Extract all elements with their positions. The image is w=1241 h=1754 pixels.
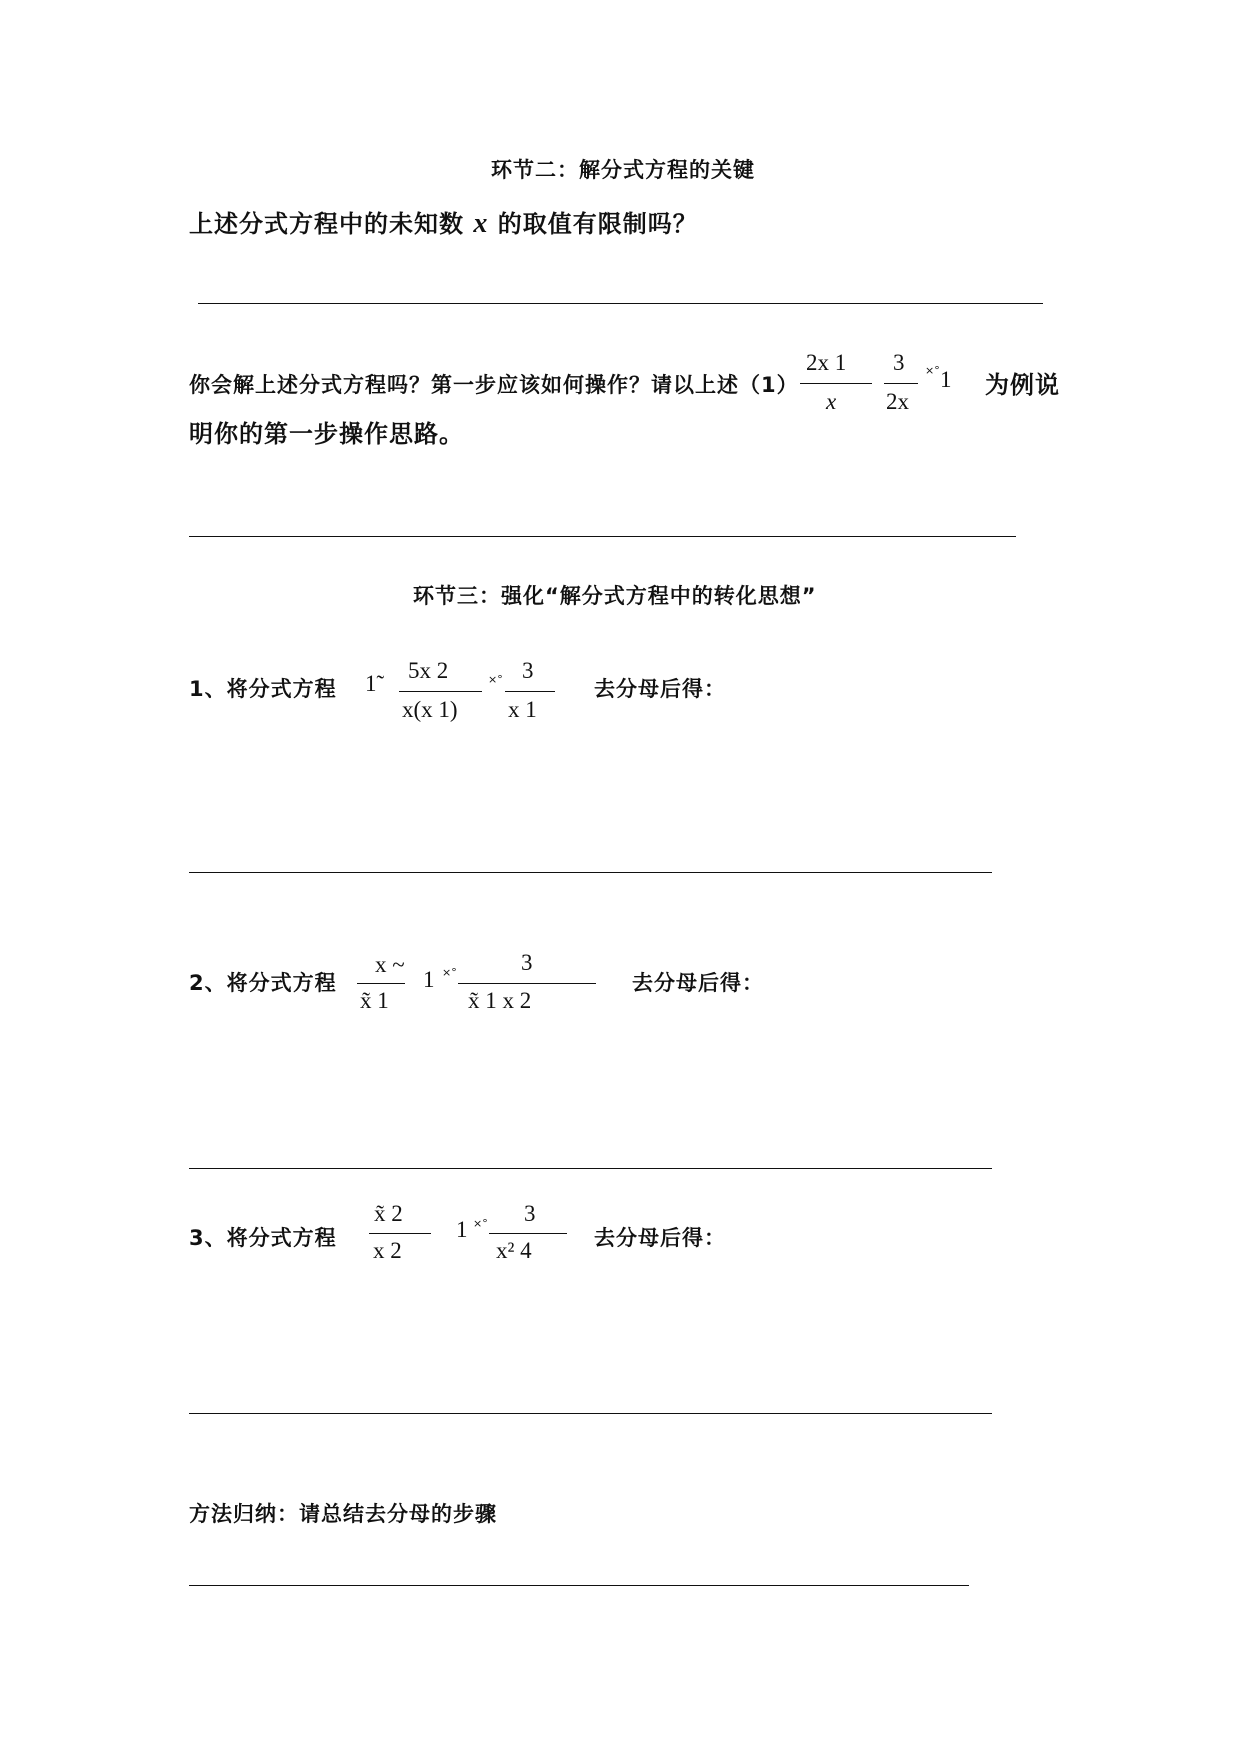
item1-fraction-bar-2 bbox=[505, 691, 555, 692]
question2-line1: 你会解上述分式方程吗？第一步应该如何操作？请以上述（1） bbox=[189, 373, 799, 397]
item1-equals-sign: ×° bbox=[488, 673, 503, 686]
answer-line-3[interactable] bbox=[189, 872, 992, 873]
eq1-numerator-1: 2x 1 bbox=[806, 350, 847, 375]
eq1-equals-sign: ×° bbox=[925, 364, 940, 377]
eq1-fraction-bar-1 bbox=[800, 383, 872, 384]
item3-label: 3、将分式方程 bbox=[189, 1226, 337, 1250]
item3-numerator-2: 3 bbox=[524, 1201, 536, 1226]
item1-fraction-bar-1 bbox=[399, 691, 482, 692]
question2-line2: 明你的第一步操作思路。 bbox=[189, 420, 464, 448]
item3-mid: 1 bbox=[456, 1217, 468, 1242]
item3-equals-sign: ×° bbox=[473, 1217, 488, 1230]
item1-suffix: 去分母后得： bbox=[594, 677, 726, 701]
item1-denominator-2: x 1 bbox=[508, 697, 537, 722]
item2-denominator-1: x̃ 1 bbox=[360, 988, 389, 1013]
eq1-denominator-1: x bbox=[826, 389, 837, 414]
item2-numerator-1: x ~ bbox=[375, 952, 405, 977]
section3-title: 环节三：强化“解分式方程中的转化思想” bbox=[413, 584, 817, 608]
item2-fraction-bar-1 bbox=[357, 983, 405, 984]
item1-numerator-2: 3 bbox=[522, 658, 534, 683]
item2-fraction-bar-2 bbox=[458, 983, 596, 984]
section2-title: 环节二：解分式方程的关键 bbox=[491, 158, 755, 182]
item1-numerator-1: 5x 2 bbox=[408, 658, 449, 683]
eq1-fraction-bar-2 bbox=[884, 383, 918, 384]
item1-lead: 1̃ bbox=[365, 671, 377, 696]
item2-equals-sign: ×° bbox=[442, 966, 457, 979]
answer-line-6[interactable] bbox=[189, 1585, 969, 1586]
item1-label: 1、将分式方程 bbox=[189, 677, 337, 701]
item2-suffix: 去分母后得： bbox=[632, 971, 764, 995]
question1-suffix: 的取值有限制吗？ bbox=[497, 210, 698, 238]
answer-line-4[interactable] bbox=[189, 1168, 992, 1169]
eq1-denominator-2: 2x bbox=[886, 389, 909, 414]
item3-fraction-bar-1 bbox=[369, 1233, 431, 1234]
answer-line-2[interactable] bbox=[189, 536, 1016, 537]
question1 bbox=[189, 204, 698, 240]
item2-label: 2、将分式方程 bbox=[189, 971, 337, 995]
item3-denominator-1: x 2 bbox=[373, 1238, 402, 1263]
item3-fraction-bar-2 bbox=[489, 1233, 567, 1234]
item2-numerator-2: 3 bbox=[521, 950, 533, 975]
eq1-rhs: 1 bbox=[940, 367, 952, 392]
eq1-numerator-2: 3 bbox=[893, 350, 905, 375]
item3-numerator-1: x̃ 2 bbox=[374, 1201, 403, 1226]
question2-line1-suffix: 为例说 bbox=[985, 371, 1060, 399]
item3-denominator-2: x² 4 bbox=[496, 1238, 532, 1263]
item1-denominator-1: x(x 1) bbox=[402, 697, 458, 722]
variable-x: x bbox=[473, 208, 489, 239]
item3-suffix: 去分母后得： bbox=[594, 1226, 726, 1250]
answer-line-5[interactable] bbox=[189, 1413, 992, 1414]
item2-mid: 1 bbox=[423, 967, 435, 992]
summary-text: 方法归纳：请总结去分母的步骤 bbox=[189, 1502, 497, 1526]
question1-prefix: 上述分式方程中的未知数 bbox=[189, 210, 464, 238]
answer-line-1[interactable] bbox=[198, 303, 1043, 304]
item2-denominator-2: x̃ 1 x 2 bbox=[468, 988, 532, 1013]
